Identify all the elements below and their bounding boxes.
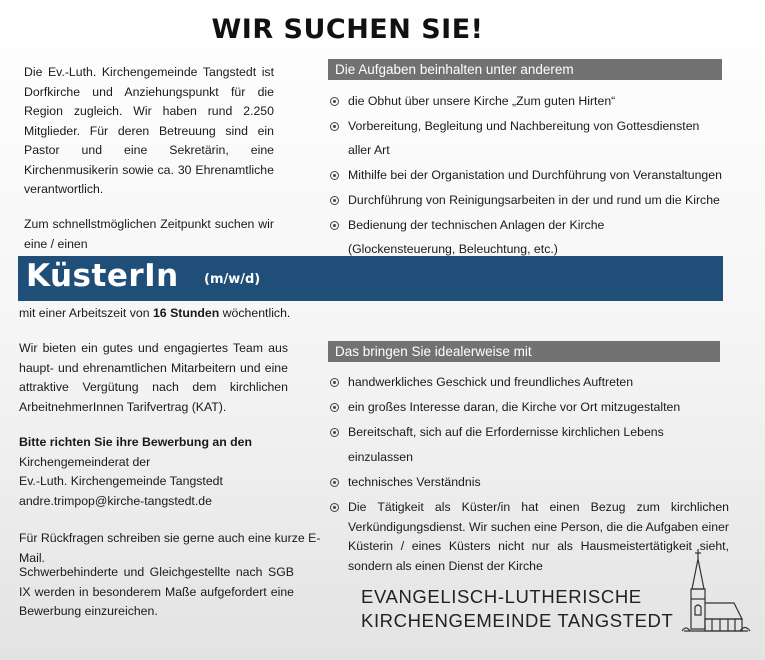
page-title: WIR SUCHEN SIE! <box>211 14 484 45</box>
application-organization: Ev.-Luth. Kirchengemeinde Tangstedt <box>19 474 223 488</box>
application-email: andre.trimpop@kirche-tangstedt.de <box>19 493 212 508</box>
circle-bullet-icon <box>330 122 339 131</box>
job-title: KüsterIn <box>26 258 179 294</box>
tasks-heading: Die Aufgaben beinhalten unter anderem <box>328 59 722 80</box>
tasks-list <box>330 89 725 262</box>
list-item: Bereitschaft, sich auf die Erfordernisse kirchlichen Lebens einzulassen <box>330 420 729 470</box>
questions-text: Für Rückfragen schreiben sie gerne auch eine kurze E-Mail. <box>19 531 321 565</box>
circle-bullet-icon <box>330 196 339 205</box>
church-icon <box>676 547 756 637</box>
organization-name: EVANGELISCH-LUTHERISCHE KIRCHENGEMEINDE TANGSTEDT <box>361 586 674 631</box>
job-banner <box>18 256 723 301</box>
hours-text: mit einer Arbeitszeit von 16 Stunden wöchentlich. <box>19 306 291 320</box>
circle-bullet-icon <box>330 428 339 437</box>
circle-bullet-icon <box>330 171 339 180</box>
requirements-heading: Das bringen Sie idealerweise mit <box>328 341 720 362</box>
list-item: Vorbereitung, Begleitung und Nachbereitung von Gottesdiensten aller Art <box>330 114 725 163</box>
list-item: die Obhut über unsere Kirche „Zum guten Hirten“ <box>330 89 725 114</box>
list-item: handwerkliches Geschick und freundliches Auftreten <box>330 370 729 395</box>
application-heading: Bitte richten Sie ihre Bewerbung an den <box>19 435 252 449</box>
list-item: Mithilfe bei der Organistation und Durchführung von Veranstaltungen <box>330 163 725 188</box>
disability-note: Schwerbehinderte und Gleichgestellte nach SGB IX werden in besonderem Maße aufgefordert eine Bewerbung einzureichen. <box>19 565 294 618</box>
job-gender: (m/w/d) <box>204 272 261 287</box>
list-item: ein großes Interesse daran, die Kirche vor Ort mitzugestalten <box>330 395 729 420</box>
requirements-list <box>330 370 729 576</box>
search-intro-text: Zum schnellstmöglichen Zeitpunkt suchen wir eine / einen <box>24 217 274 251</box>
hours-value: 16 Stunden <box>152 306 220 320</box>
list-item: Die Tätigkeit als Küster/in hat einen Bezug zum kirchlichen Verkündigungsdienst. Wir suchen eine Person, die die Aufgaben einer Küsterin / eines Küsters nicht nur als Hausmeistertätigkeit sieht, sondern als einen Dienst der Kirche <box>330 498 729 576</box>
offer-text: Wir bieten ein gutes und engagiertes Team aus haupt- und ehrenamtlichen Mitarbeitern und eine attraktive Vergütung nach dem kirchlichen ArbeitnehmerInnen Tarifvertrag (KAT). <box>19 341 288 414</box>
application-block <box>19 433 319 511</box>
circle-bullet-icon <box>330 478 339 487</box>
circle-bullet-icon <box>330 378 339 387</box>
circle-bullet-icon <box>330 221 339 230</box>
circle-bullet-icon <box>330 403 339 412</box>
application-recipient: Kirchengemeinderat der <box>19 454 151 469</box>
intro-text: Die Ev.-Luth. Kirchengemeinde Tangstedt ist Dorfkirche und Anziehungspunkt für die Region zugleich. Wir haben rund 2.250 Mitglieder. Für deren Betreuung sind ein Pastor und eine Sekretärin, eine Kirchenmusikerin sowie ca. 30 Ehrenamtliche verantwortlich. <box>24 65 274 196</box>
circle-bullet-icon <box>330 503 339 512</box>
list-item: technisches Verständnis <box>330 470 729 495</box>
circle-bullet-icon <box>330 97 339 106</box>
list-item: Durchführung von Reinigungsarbeiten in der und rund um die Kirche <box>330 188 725 213</box>
list-item: Bedienung der technischen Anlagen der Kirche (Glockensteuerung, Beleuchtung, etc.) <box>330 213 618 262</box>
